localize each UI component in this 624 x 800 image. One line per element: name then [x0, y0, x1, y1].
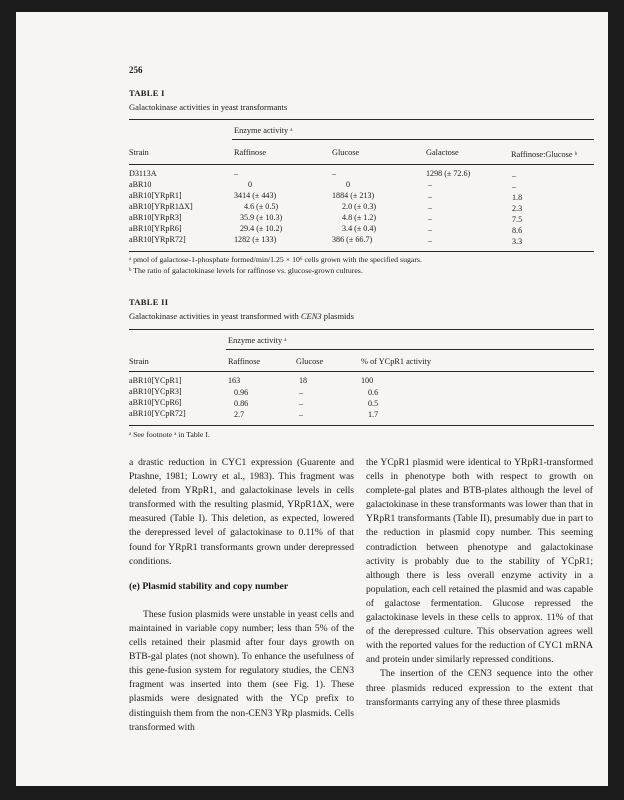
table1-bottom-rule [129, 251, 594, 252]
table1-cell: 35.9 (± 10.3) [240, 213, 283, 222]
table2-cell: 18 [299, 376, 308, 385]
table1-cell: – [512, 182, 517, 191]
table2-cell: – [299, 388, 304, 397]
table1-footnote-b: ᵇ The ratio of galactokinase levels for raffinose vs. glucose-grown cultures. [129, 266, 363, 275]
table1-cell: – [428, 192, 433, 201]
table2-cell: 100 [361, 376, 374, 385]
table1-cell: aBR10[YRpR6] [129, 224, 182, 233]
section-heading: (e) Plasmid stability and copy number [129, 580, 289, 592]
table1-cell: 1884 (± 213) [332, 191, 375, 200]
table1-cell: aBR10 [129, 180, 152, 189]
table2-bottom-rule [129, 425, 594, 426]
table2-label: TABLE II [129, 297, 169, 307]
table1-cell: 29.4 (± 10.2) [240, 224, 283, 233]
table1-cell: 2.3 [512, 204, 523, 213]
table1-cell: 4.8 (± 1.2) [342, 213, 377, 222]
table1-cell: – [332, 169, 337, 178]
table2-cell: 0.6 [368, 388, 379, 397]
table1-header-galactose: Galactose [426, 148, 459, 157]
table1-cell: 3.4 (± 0.4) [342, 224, 377, 233]
table1-cell: 8.6 [512, 226, 523, 235]
right-paragraph-2: The insertion of the CEN3 sequence into the other three plasmids reduced expression to the extent that transformants carrying any of these three plasmids [366, 668, 593, 708]
table2-caption: Galactokinase activities in yeast transformed with CEN3 plasmids [129, 311, 354, 321]
table1-cell: 2.0 (± 0.3) [342, 202, 377, 211]
table1-cell: – [512, 171, 517, 180]
right-paragraph-1: the YCpR1 plasmid were identical to YRpR1-transformed cells in phenotype both with respect to growth on complete-gal plates and BTB-plates although the level of galactokinase in these transformants was lower than that in YRpR1 transformants (Table II), presumably due in part to the reduction in plasmid copy number. This seeming contradiction between phenotype and galactokinase activity is probably due to the stability of YCpR1; although there is less overall enzyme activity in a population, each cell retained the plasmid and was capable of galactose fermentation. Glucose repressed the galactokinase levels in these cells to approx. 11% of that of the derepressed culture. This observation agrees well with the reported values for the reduction of CYC1 mRNA and protein under similarly repressed conditions. [366, 457, 593, 666]
table1-group-rule [232, 139, 594, 140]
table1-cell: 7.5 [512, 215, 523, 224]
table1-header-strain: Strain [129, 148, 149, 157]
table1-cell: 1.8 [512, 193, 523, 202]
table1-caption: Galactokinase activities in yeast transformants [129, 102, 288, 112]
table1-cell: 0 [248, 180, 253, 189]
table2-cell: 2.7 [234, 410, 245, 419]
table1-cell: – [428, 236, 433, 245]
table1-cell: 0 [346, 180, 351, 189]
table2-header-percent: % of YCpR1 activity [361, 357, 431, 366]
table2-header-glucose: Glucose [296, 357, 324, 366]
table2-cell: 1.7 [368, 410, 379, 419]
table2-cell: 0.5 [368, 399, 379, 408]
table1-cell: 1282 (± 133) [234, 235, 277, 244]
table2-header-rule [129, 371, 594, 372]
table1-cell: aBR10[YRpR1ΔX] [129, 202, 193, 211]
table1-cell: – [234, 169, 239, 178]
page-number: 256 [129, 65, 143, 75]
left-paragraph-1: a drastic reduction in CYC1 expression (Guarente and Ptashne, 1981; Lowry et al., 1983). This fragment was deleted from YRpR1, and galactokinase levels in cells transformed with the resulting plasmid, YRpR1ΔX, were measured (Table I). This deletion, as expected, lowered the derepressed level of galactokinase to 0.11% of that found for YRpR1 transformants grown under derepressed conditions. [129, 457, 354, 567]
left-text-column [129, 456, 354, 735]
table1-cell: 4.6 (± 0.5) [244, 202, 279, 211]
table1-cell: 1298 (± 72.6) [426, 169, 471, 178]
right-text-column [366, 456, 593, 710]
left-paragraph-2: These fusion plasmids were unstable in yeast cells and maintained in variable copy number; less than 5% of the cells retained their plasmid after four days growth on BTB-gal plates (not shown). To enhance the usefulness of this gene-fusion system for regulatory studies, the CEN3 fragment was inserted into them (see Fig. 1). These plasmids were designated with the YCp prefix to distinguish them from the non-CEN3 YRp plasmids. Cells transformed with [129, 608, 354, 733]
table1-label: TABLE I [129, 88, 165, 98]
table2-header-strain: Strain [129, 357, 149, 366]
table2-cell: 163 [228, 376, 241, 385]
table1-cell: 3.3 [512, 237, 523, 246]
table2-cell: 0.86 [234, 399, 249, 408]
table2-cell: 0.96 [234, 388, 249, 397]
table1-header-rule [129, 164, 594, 165]
table1-header-ratio: Raffinose:Glucose ᵇ [511, 150, 578, 159]
table2-cell: – [299, 410, 304, 419]
table2-footnote: ᵃ See footnote ᵃ in Table I. [129, 430, 210, 439]
journal-page [16, 12, 608, 786]
table1-top-rule [129, 119, 594, 120]
table1-cell: aBR10[YRpR3] [129, 213, 182, 222]
table2-cell: aBR10[YCpR3] [129, 387, 182, 396]
table1-cell: – [428, 203, 433, 212]
table2-cell: – [299, 399, 304, 408]
table1-cell: aBR10[YRpR1] [129, 191, 182, 200]
table1-cell: 386 (± 66.7) [332, 235, 373, 244]
table1-group-header: Enzyme activity ᵃ [234, 126, 293, 135]
table2-top-rule [129, 329, 594, 330]
table2-group-rule [226, 349, 594, 350]
table1-cell: – [428, 225, 433, 234]
table2-cell: aBR10[YCpR72] [129, 409, 186, 418]
table1-cell: 3414 (± 443) [234, 191, 277, 200]
table2-cell: aBR10[YCpR1] [129, 376, 182, 385]
table1-cell: aBR10[YRpR72] [129, 235, 186, 244]
table1-header-glucose: Glucose [332, 148, 360, 157]
table1-footnote-a: ᵃ pmol of galactose-1-phosphate formed/min/1.25 × 10⁶ cells grown with the specified sugars. [129, 255, 422, 264]
table2-header-raffinose: Raffinose [228, 357, 261, 366]
table1-cell: D3113A [129, 169, 157, 178]
table2-cell: aBR10[YCpR6] [129, 398, 182, 407]
table2-group-header: Enzyme activity ᵃ [228, 336, 287, 345]
table1-cell: – [428, 180, 433, 189]
table1-header-raffinose: Raffinose [234, 148, 267, 157]
table1-cell: – [428, 214, 433, 223]
